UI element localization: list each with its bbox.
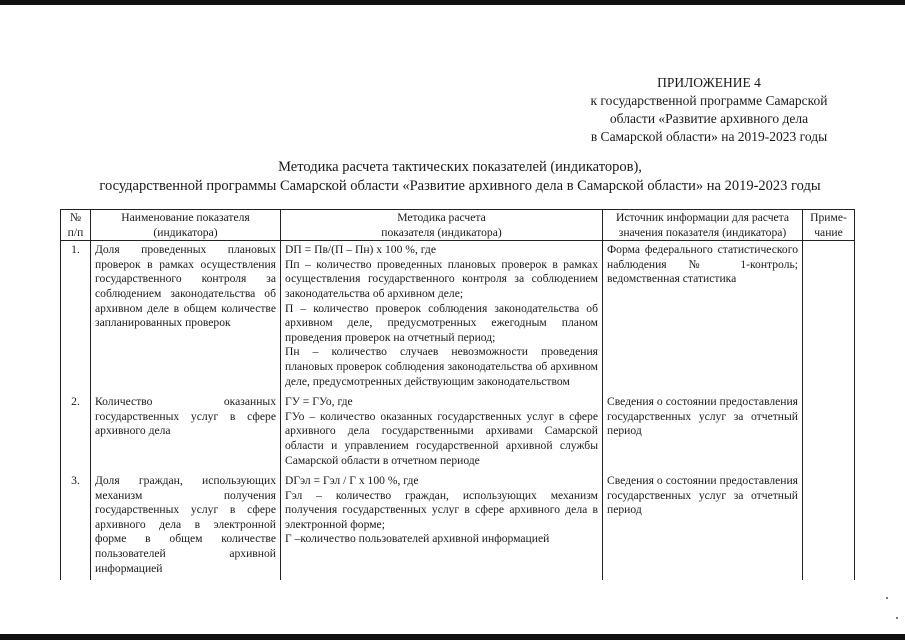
header-method: Методика расчета показателя (индикатора) (281, 210, 603, 241)
header-source: Источник информации для расчета значения показателя (индикатора) (603, 210, 803, 241)
header-note: Приме- чание (803, 210, 855, 241)
appendix-block (540, 74, 878, 146)
document-title (40, 158, 880, 196)
method-paragraph: Пн – количество случаев невозможности проведения плановых проверок соблюдения законодательства об архивном деле, предусмотренных действующим законодательством (285, 345, 598, 388)
document-title-line: Методика расчета тактических показателей (индикаторов), (278, 159, 642, 175)
method-formula: DП = Пв/(П – Пн) х 100 %, где (285, 243, 436, 257)
scan-speck (896, 617, 898, 619)
appendix-line: области «Развитие архивного дела (609, 111, 809, 126)
method-formula: ГУ = ГУо, где (285, 395, 353, 409)
indicators-table (60, 209, 855, 580)
indicator-method (281, 241, 603, 393)
row-number: 2. (61, 393, 91, 472)
indicator-name: Количество оказанных государственных услуг в сфере архивного дела (91, 393, 281, 472)
indicator-method (281, 472, 603, 580)
appendix-line: к государственной программе Самарской (590, 93, 828, 108)
method-paragraph: Гэл – количество граждан, использующих механизм получения государственных услуг в сфере архивного дела в электронной форме; (285, 488, 598, 531)
method-paragraph: Г –количество пользователей архивной информацией (285, 532, 550, 546)
appendix-title: ПРИЛОЖЕНИЕ 4 (657, 75, 761, 90)
indicator-note (803, 241, 855, 393)
method-paragraph: ГУо – количество оказанных государственных услуг в сфере архивного дела государственными архивами Самарской области и управлением государственной архивной службы Самарской области в отчетном периоде (285, 409, 598, 467)
method-paragraph: Пп – количество проведенных плановых проверок в рамках осуществления государственного контроля за соблюдением законодательства об архивном деле; (285, 257, 598, 300)
indicator-name: Доля проведенных плановых проверок в рамках осуществления государственного контроля за соблюдением законодательства об архивном деле в общем количестве запланированных проверок (91, 241, 281, 393)
header-num: № п/п (61, 210, 91, 241)
indicator-source: Сведения о состоянии предоставления государственных услуг за отчетный период (603, 393, 803, 472)
table-header-row (61, 210, 855, 241)
row-number: 3. (61, 472, 91, 580)
row-number: 1. (61, 241, 91, 393)
method-paragraph: П – количество проверок соблюдения законодательства об архивном деле, предусмотренных ежегодным планом проведения проверок на отчетный период; (285, 301, 598, 344)
scan-edge-bottom (0, 634, 905, 640)
table-row (61, 472, 855, 580)
document-title-line: государственной программы Самарской области «Развитие архивного дела в Самарской области» на 2019-2023 годы (99, 178, 821, 194)
scan-edge-top (0, 0, 905, 5)
indicator-note (803, 393, 855, 472)
header-name: Наименование показателя (индикатора) (91, 210, 281, 241)
table-row (61, 241, 855, 393)
table-row (61, 393, 855, 472)
indicator-source: Сведения о состоянии предоставления государственных услуг за отчетный период (603, 472, 803, 580)
indicator-source: Форма федерального статистического наблюдения № 1-контроль; ведомственная статистика (603, 241, 803, 393)
indicator-note (803, 472, 855, 580)
indicator-method (281, 393, 603, 472)
appendix-line: в Самарской области» на 2019-2023 годы (590, 129, 828, 144)
scan-speck (886, 597, 888, 599)
method-formula: DГэл = Гэл / Г х 100 %, где (285, 474, 419, 488)
indicator-name: Доля граждан, использующих механизм получения государственных услуг в сфере архивного дела в электронной форме в общем количестве пользователей архивной информацией (91, 472, 281, 580)
